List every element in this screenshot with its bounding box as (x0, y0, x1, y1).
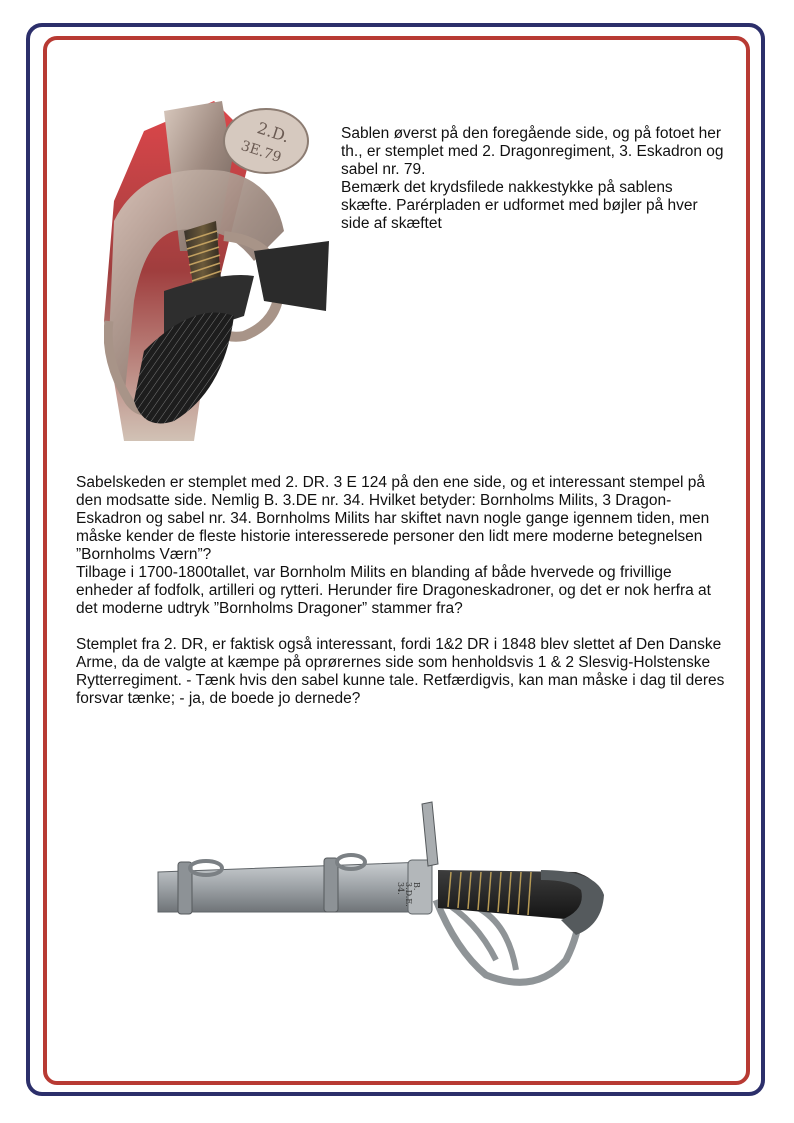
scabbard-stamp-line1: B. (412, 882, 421, 891)
caption-text (341, 125, 726, 233)
caption-line-1: Sablen øverst på den foregående side, og på fotoet her th., er stemplet med 2. Dragonregiment, 3. Eskadron og sabel nr. 79. (341, 125, 724, 178)
sabre-hilt-photo (104, 101, 332, 441)
body-paragraph-1: Sabelskeden er stemplet med 2. DR. 3 E 124 på den ene side, og et interessant stempel på den modsatte side. Nemlig B. 3.DE nr. 34. Hvilket betyder: Bornholms Milits, 3 Dragon-Eskadron og sabel nr. 34. Bornholms Milits har skiftet navn nogle gange igennem tiden, men måske kender de fleste historie interesserede personer den lidt mere moderne betegnelsen ”Bornholms Værn”? (76, 474, 710, 563)
scabbard-stamp-line3: 34. (396, 882, 405, 895)
article-body (76, 474, 726, 708)
body-paragraph-2: Tilbage i 1700-1800tallet, var Bornholm Milits en blanding af både hvervede og frivillige enheder af fodfolk, artilleri og rytteri. Herunder fire Dragoneskadroner, og det er nok herfra at det moderne udtryk ”Bornholms Dragoner” stammer fra? (76, 564, 711, 617)
caption-line-2: Bemærk det krydsfilede nakkestykke på sablens skæfte. Parérpladen er udformet med bøjler på hver side af skæftet (341, 179, 698, 232)
scabbard-stamp-line2: 3.D.E. (404, 882, 413, 907)
sabre-scabbard-photo (156, 800, 606, 1000)
hilt-stamp-line1: 2.D. (254, 118, 292, 147)
body-paragraph-3: Stemplet fra 2. DR, er faktisk også interessant, fordi 1&2 DR i 1848 blev slettet af Den Danske Arme, da de valgte at kæmpe på oprørernes side som henholdsvis 1 & 2 Slesvig-Holstenske Rytterregiment. - Tænk hvis den sabel kunne tale. Retfærdigvis, kan man måske i dag til deres forsvar tænke; - ja, de boede jo dernede? (76, 636, 725, 707)
hilt-stamp-line2: 3E.79 (238, 138, 284, 167)
